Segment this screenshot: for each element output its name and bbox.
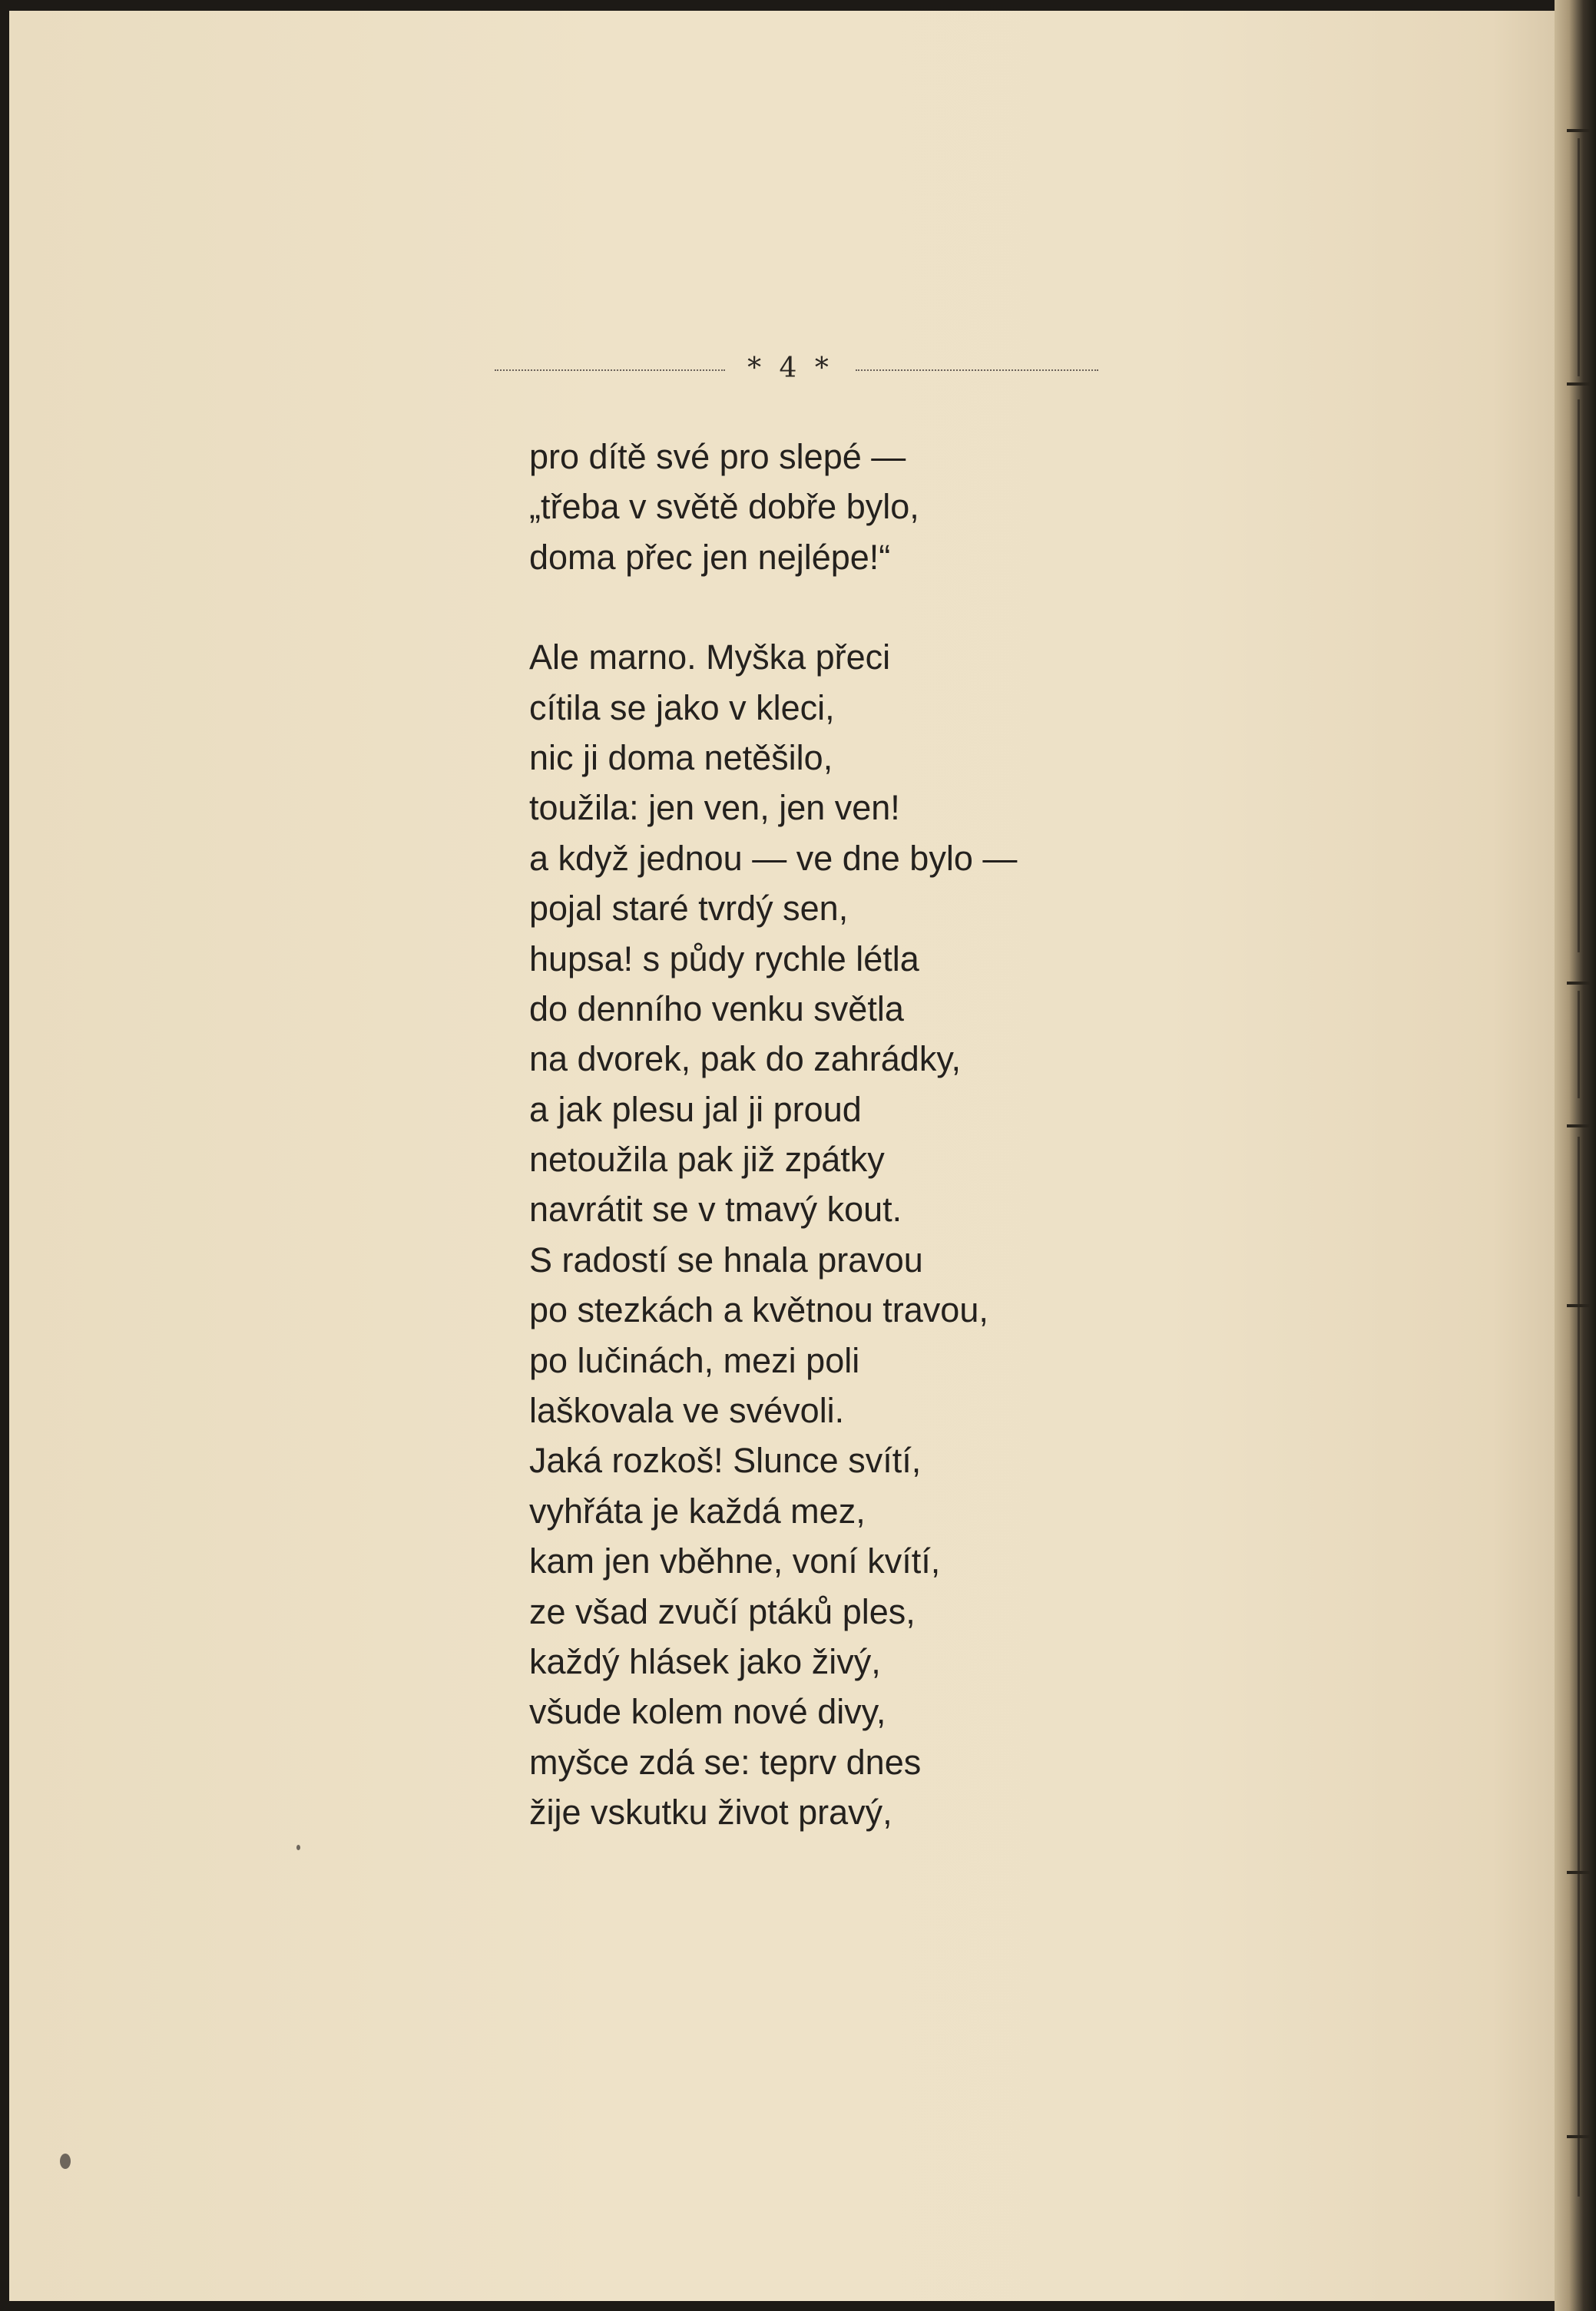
poem-text [529,432,1017,1838]
poem-line: S radostí se hnala pravou [529,1240,923,1280]
page-number: * 4 * [747,353,833,384]
header-rule-right [856,369,1098,371]
poem-line: „třeba v světě dobře bylo, [529,487,919,527]
poem-line: doma přec jen nejlépe!“ [529,537,891,577]
binding-stitch [1567,382,1590,386]
binding-stitch [1567,1871,1590,1874]
binding-stitch [1567,982,1590,985]
poem-line: myšce zdá se: teprv dnes [529,1742,922,1782]
poem-line: ze všad zvučí ptáků ples, [529,1591,916,1631]
binding-stitch [1567,2135,1590,2138]
poem-line: Jaká rozkoš! Slunce svítí, [529,1441,922,1481]
poem-line: kam jen vběhne, voní kvítí, [529,1541,941,1581]
poem-line: Ale marno. Myška přeci [529,637,891,677]
poem-line: cítila se jako v kleci, [529,687,835,727]
binding-stitch [1567,129,1590,132]
binding-thread [1578,138,1580,376]
page-header [495,353,1098,383]
binding-stitch [1567,1124,1590,1127]
poem-line: po lučinách, mezi poli [529,1340,860,1380]
paper-speck [296,1845,300,1850]
poem-line: pro dítě své pro slepé — [529,437,906,476]
header-rule-left [495,369,725,371]
stanza [529,632,1017,1837]
binding-thread [1578,1889,1580,2197]
poem-line: navrátit se v tmavý kout. [529,1190,902,1230]
binding-thread [1578,1137,1580,1905]
binding-thread [1578,991,1580,1098]
poem-line: po stezkách a květnou travou, [529,1290,988,1330]
paper-speck [60,2154,71,2169]
book-binding-edge [1555,0,1596,2311]
poem-line: nic ji doma netěšilo, [529,737,833,777]
poem-line: toužila: jen ven, jen ven! [529,788,900,828]
poem-line: do denního venku světla [529,988,904,1028]
stanza [529,432,1017,582]
poem-line: vyhřáta je každá mez, [529,1491,866,1531]
poem-line: laškovala ve svévoli. [529,1391,845,1431]
poem-line: pojal staré tvrdý sen, [529,889,849,929]
binding-stitch [1567,1304,1590,1307]
poem-line: netoužila pak již zpátky [529,1140,885,1180]
binding-thread [1578,399,1580,952]
book-page [9,11,1555,2301]
poem-line: všude kolem nové divy, [529,1692,886,1732]
poem-line: a jak plesu jal ji proud [529,1089,862,1129]
poem-line: na dvorek, pak do zahrádky, [529,1039,961,1079]
poem-line: každý hlásek jako živý, [529,1641,881,1681]
poem-line: žije vskutku život pravý, [529,1793,892,1833]
poem-line: hupsa! s půdy rychle létla [529,939,919,978]
poem-line: a když jednou — ve dne bylo — [529,838,1018,878]
